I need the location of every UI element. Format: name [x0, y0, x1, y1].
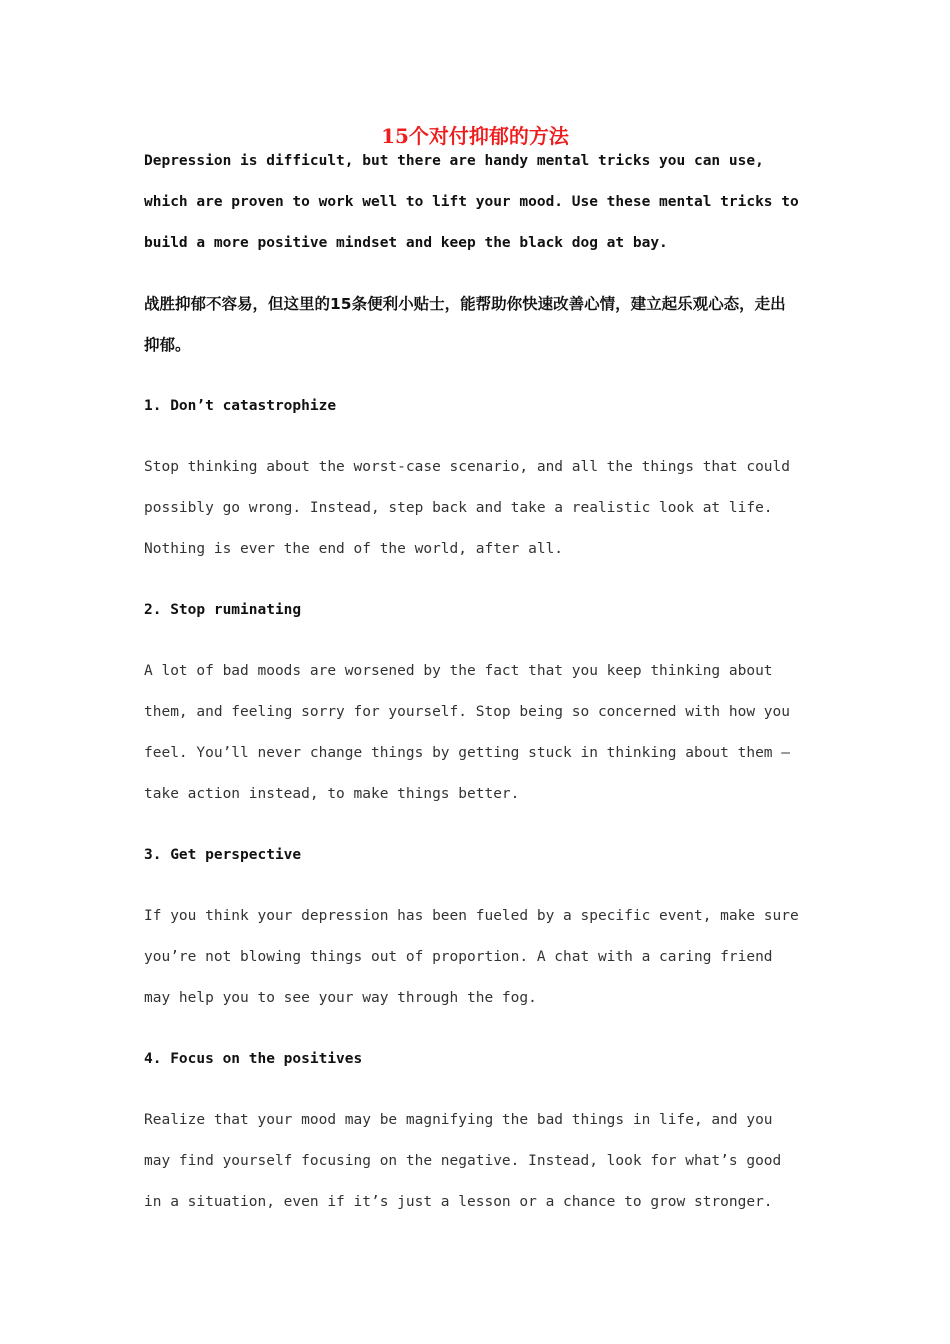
section-body-1: Stop thinking about the worst-case scenario, and all the things that could possibly go wrong. Instead, step back and take a realistic look at life. Nothing is ever the end of the world, after all. [144, 459, 791, 557]
section-body-4: Realize that your mood may be magnifying the bad things in life, and you may find yourself focusing on the negative. Instead, look for what’s good in a situation, even if it’s just a lesson or a chance to grow stronger. [144, 1112, 782, 1210]
section-heading-2: 2. Stop ruminating [144, 602, 302, 618]
section-heading-4: 4. Focus on the positives [144, 1051, 363, 1067]
section-heading-3: 3. Get perspective [144, 847, 302, 863]
section-heading-1: 1. Don’t catastrophize [144, 398, 337, 414]
intro-chinese: 战胜抑郁不容易，但这里的15条便利小贴士，能帮助你快速改善心情，建立起乐观心态，走出抑郁。 [144, 295, 786, 354]
document-body [144, 141, 800, 1243]
document-title: 15个对付抑郁的方法 [381, 124, 569, 148]
section-body-2: A lot of bad moods are worsened by the fact that you keep thinking about them, and feeling sorry for yourself. Stop being so concerned with how you feel. You’ll never change things by getting stuck in thinking about them – take action instead, to make things better. [144, 663, 791, 802]
section-body-3: If you think your depression has been fueled by a specific event, make sure you’re not blowing things out of proportion. A chat with a caring friend may help you to see your way through the fog. [144, 908, 799, 1006]
intro-english: Depression is difficult, but there are handy mental tricks you can use, which are proven to work well to lift your mood. Use these mental tricks to build a more positive mindset and keep the black dog at bay. [144, 153, 799, 251]
